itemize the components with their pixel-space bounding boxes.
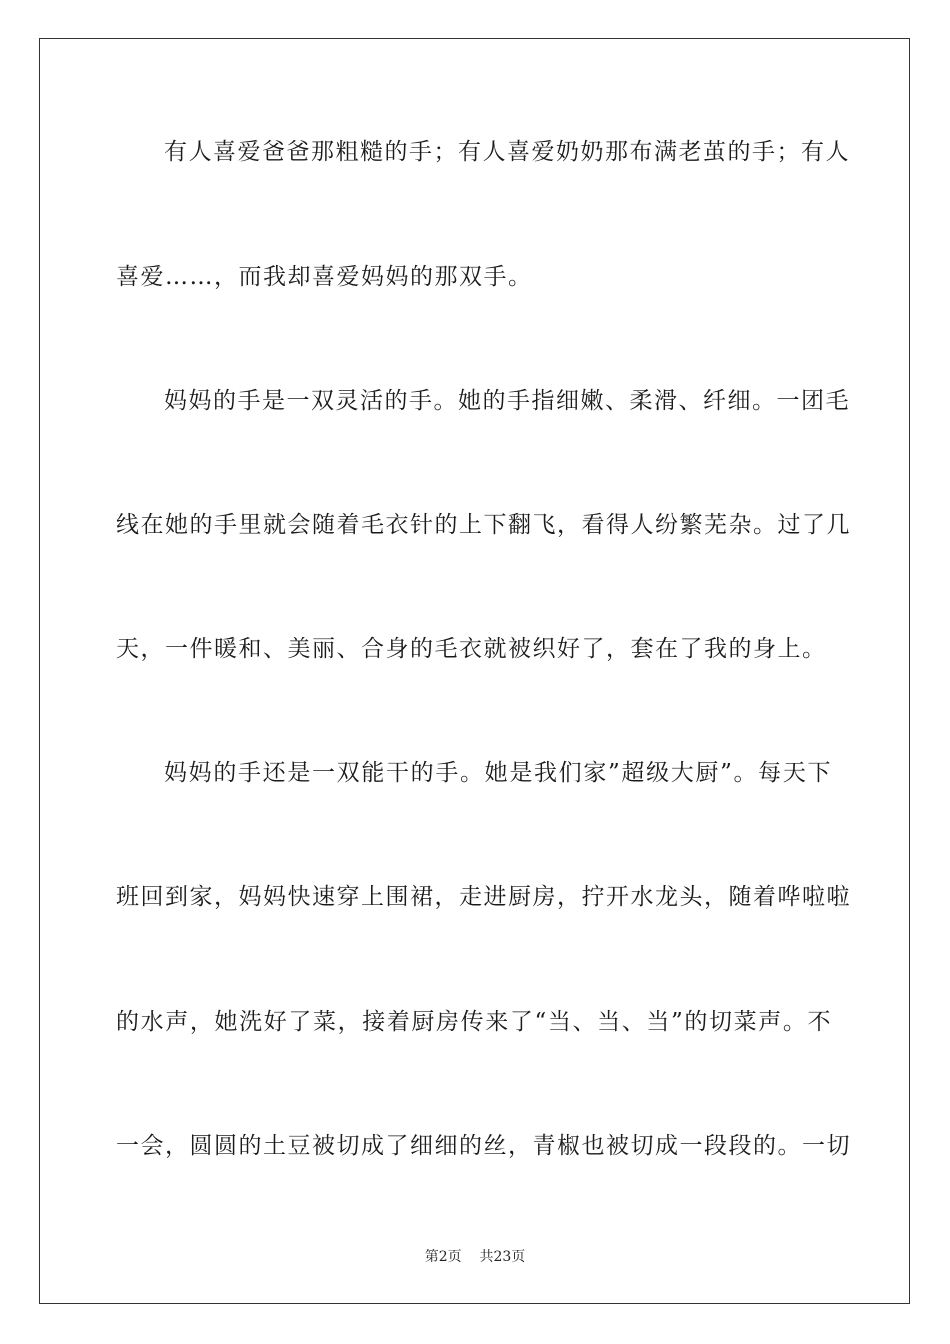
paragraph-2-line-1: 妈妈的手是一双灵活的手。她的手指细嫩、柔滑、纤细。一团毛 — [164, 388, 850, 414]
paragraph-1-line-1: 有人喜爱爸爸那粗糙的手；有人喜爱奶奶那布满老茧的手；有人 — [164, 139, 850, 165]
paragraph-3-line-3: 的水声，她洗好了菜，接着厨房传来了“当、当、当”的切菜声。不 — [116, 1009, 832, 1035]
page-total: 共23页 — [479, 1249, 526, 1265]
paragraph-3-line-1: 妈妈的手还是一双能干的手。她是我们家”超级大厨”。每天下 — [164, 760, 832, 786]
page-footer — [0, 1248, 950, 1266]
paragraph-3-line-4: 一会，圆圆的土豆被切成了细细的丝，青椒也被切成一段段的。一切 — [116, 1133, 851, 1159]
paragraph-3-line-2: 班回到家，妈妈快速穿上围裙，走进厨房，拧开水龙头，随着哗啦啦 — [116, 884, 851, 910]
page-number: 第2页 — [424, 1249, 462, 1265]
paragraph-2-line-3: 天，一件暖和、美丽、合身的毛衣就被织好了，套在了我的身上。 — [116, 636, 827, 662]
page-border — [39, 38, 910, 1304]
paragraph-2-line-2: 线在她的手里就会随着毛衣针的上下翻飞，看得人纷繁芜杂。过了几 — [116, 512, 851, 538]
paragraph-1-line-2: 喜爱……，而我却喜爱妈妈的那双手。 — [116, 264, 533, 290]
